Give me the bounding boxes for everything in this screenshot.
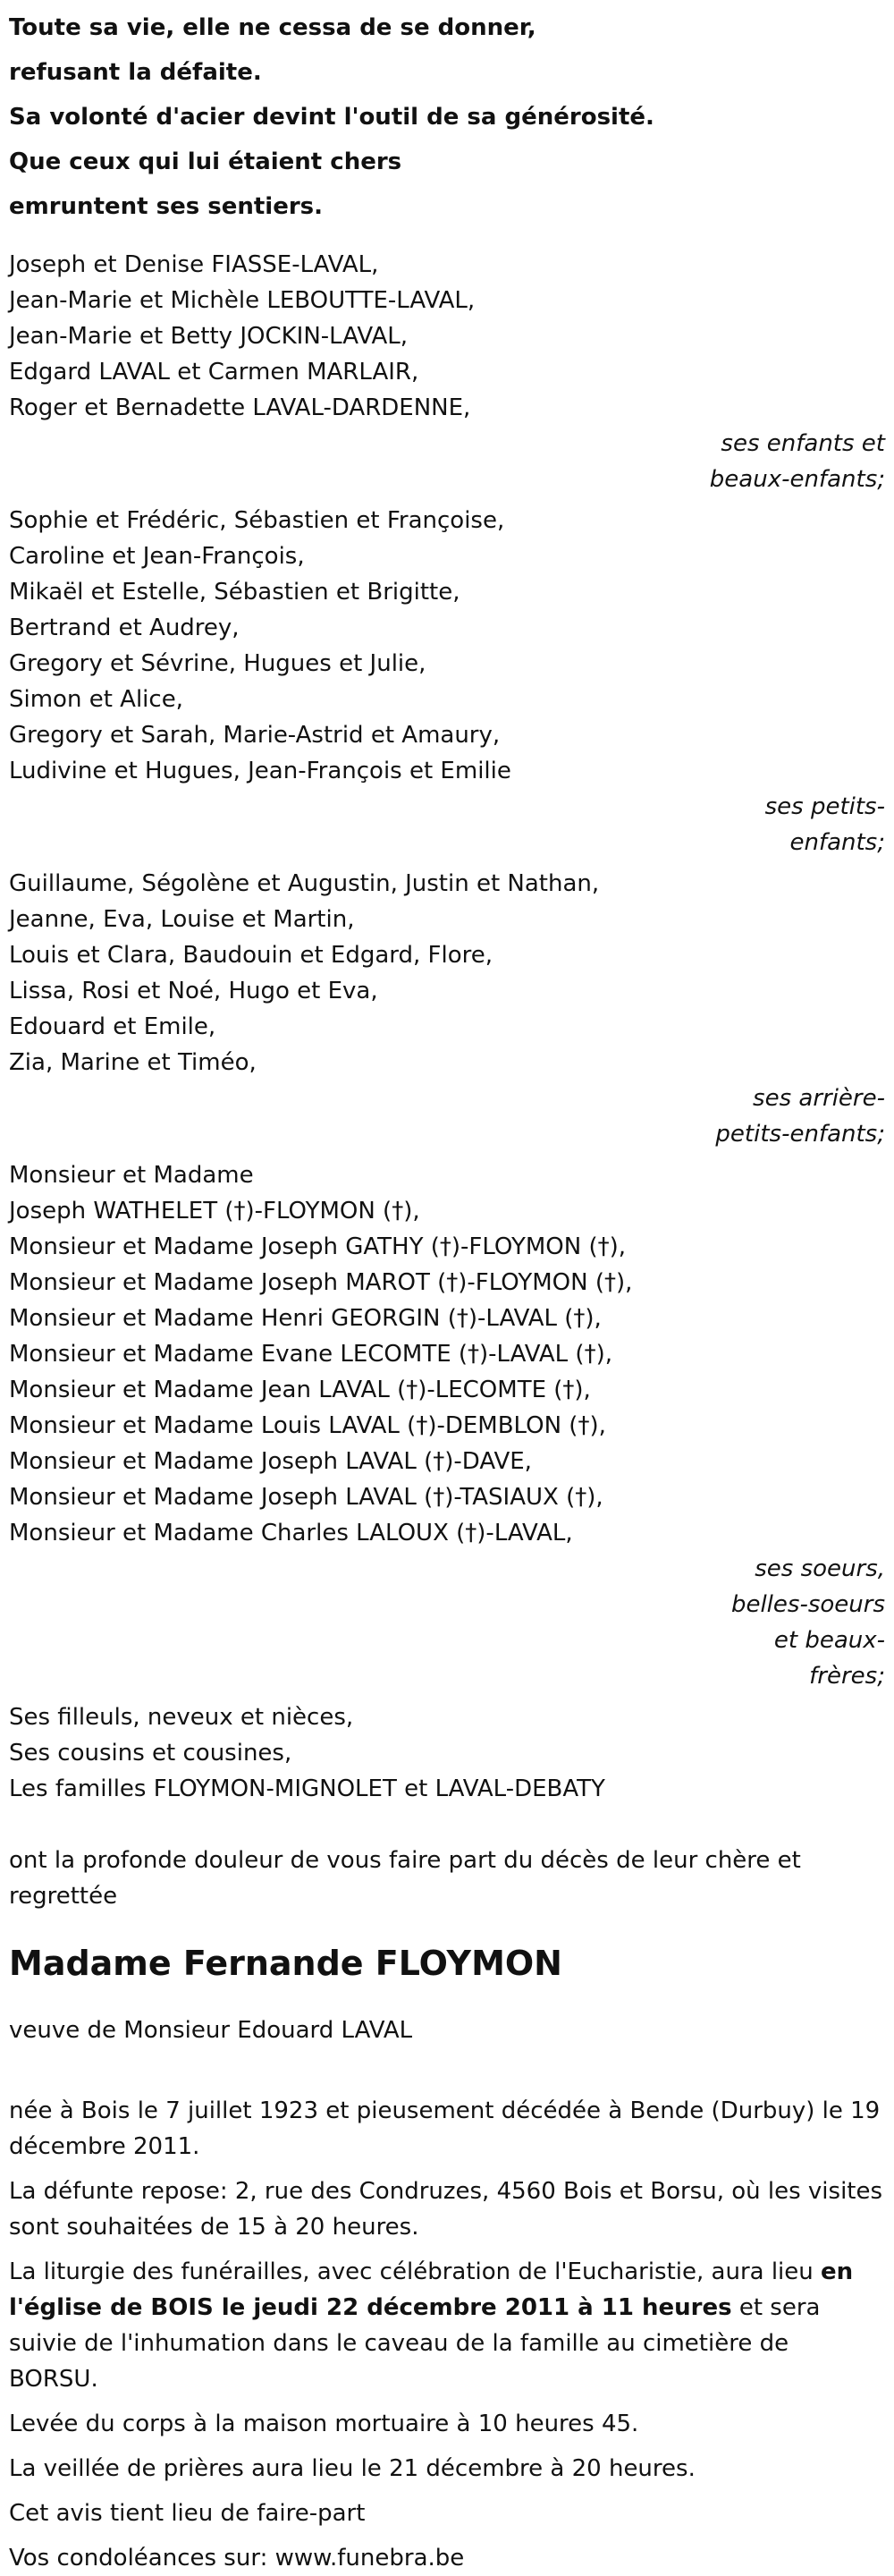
siblings-section (9, 1157, 885, 1694)
poem-line: Sa volonté d'acier devint l'outil de sa générosité. (9, 104, 654, 131)
poem (9, 5, 885, 229)
name-line: Caroline et Jean-François, (9, 543, 305, 570)
others-names (9, 1699, 885, 1807)
spouse-line: veuve de Monsieur Edouard LAVAL (9, 2017, 413, 2044)
name-line: Monsieur et Madame (9, 1162, 254, 1189)
name-line: Bertrand et Audrey, (9, 614, 240, 641)
children-caption: ses enfants et beaux-enfants; (709, 430, 885, 493)
name-line: Monsieur et Madame Louis LAVAL (†)-DEMBLON (†), (9, 1412, 606, 1439)
deceased-name: Madame Fernande FLOYMON (9, 1944, 562, 1983)
poem-line: emruntent ses sentiers. (9, 193, 324, 220)
liturgy-text: La liturgie des funérailles, avec célébration de l'Eucharistie, aura lieu (9, 2258, 822, 2285)
name-line: Monsieur et Madame Joseph LAVAL (†)-DAVE, (9, 1448, 532, 1475)
name-line: Joseph et Denise FIASSE-LAVAL, (9, 251, 379, 278)
liturgy-text-end: et sera suivie de l'inhumation dans le caveau de la famille au cimetière de BORSU. (9, 2294, 821, 2393)
siblings-names (9, 1157, 885, 1551)
name-line: Gregory et Sévrine, Hugues et Julie, (9, 650, 426, 677)
name-line: Ses cousins et cousines, (9, 1740, 292, 1767)
vigil-info: La veillée de prières aura lieu le 21 décembre à 20 heures. (9, 2455, 696, 2482)
name-line: Monsieur et Madame Joseph GATHY (†)-FLOYMON (†), (9, 1233, 626, 1260)
name-line: Louis et Clara, Baudouin et Edgard, Flore, (9, 942, 493, 969)
name-line: Gregory et Sarah, Marie-Astrid et Amaury, (9, 722, 501, 749)
lifting-info: Levée du corps à la maison mortuaire à 10 heures 45. (9, 2411, 639, 2437)
name-line: Monsieur et Madame Henri GEORGIN (†)-LAVAL (†), (9, 1305, 602, 1332)
great-grandchildren-names (9, 866, 885, 1080)
poem-line: Que ceux qui lui étaient chers (9, 148, 402, 175)
name-line: Jean-Marie et Michèle LEBOUTTE-LAVAL, (9, 287, 476, 314)
name-line: Monsieur et Madame Charles LALOUX (†)-LAVAL, (9, 1520, 573, 1546)
resting-place-info: La défunte repose: 2, rue des Condruzes, 4560 Bois et Borsu, où les visites sont souhaitées de 15 à 20 heures. (9, 2178, 883, 2241)
name-line: Ludivine et Hugues, Jean-François et Emilie (9, 758, 511, 784)
announcement-intro: ont la profonde douleur de vous faire part du décès de leur chère et regrettée (9, 1847, 801, 1910)
name-line: Mikaël et Estelle, Sébastien et Brigitte, (9, 579, 460, 606)
grandchildren-caption: ses petits-enfants; (764, 793, 885, 856)
great-grandchildren-caption: ses arrière-petits-enfants; (715, 1085, 885, 1148)
liturgy-place-time: en l'église de BOIS le jeudi 22 décembre 2011 à 11 heures (9, 2258, 854, 2321)
name-line: Edouard et Emile, (9, 1013, 216, 1040)
name-line: Jeanne, Eva, Louise et Martin, (9, 906, 355, 933)
name-line: Zia, Marine et Timéo, (9, 1049, 257, 1076)
children-names (9, 247, 885, 426)
grandchildren-section (9, 503, 885, 860)
name-line: Sophie et Frédéric, Sébastien et Françoise, (9, 507, 505, 534)
liturgy-info (9, 2254, 885, 2397)
name-line: Monsieur et Madame Joseph MAROT (†)-FLOYMON (†), (9, 1269, 633, 1296)
name-line: Simon et Alice, (9, 686, 183, 713)
birth-death-info: née à Bois le 7 juillet 1923 et pieusement décédée à Bende (Durbuy) le 19 décembre 2011. (9, 2097, 881, 2160)
children-section (9, 247, 885, 497)
name-line: Ses filleuls, neveux et nièces, (9, 1704, 354, 1731)
condolences-info: Vos condoléances sur: www.funebra.be (9, 2545, 465, 2572)
notice-info: Cet avis tient lieu de faire-part (9, 2500, 366, 2527)
name-line: Monsieur et Madame Evane LECOMTE (†)-LAVAL (†), (9, 1341, 612, 1368)
great-grandchildren-section (9, 866, 885, 1152)
name-line: Edgard LAVAL et Carmen MARLAIR, (9, 359, 419, 386)
siblings-caption: ses soeurs, belles-soeurs et beaux-frères; (730, 1555, 885, 1690)
name-line: Monsieur et Madame Jean LAVAL (†)-LECOMTE (†), (9, 1377, 591, 1403)
name-line: Joseph WATHELET (†)-FLOYMON (†), (9, 1198, 420, 1224)
name-line: Roger et Bernadette LAVAL-DARDENNE, (9, 394, 471, 421)
funeral-details (9, 2093, 885, 2576)
name-line: Jean-Marie et Betty JOCKIN-LAVAL, (9, 323, 409, 350)
poem-line: refusant la défaite. (9, 59, 262, 86)
grandchildren-names (9, 503, 885, 789)
poem-line: Toute sa vie, elle ne cessa de se donner, (9, 14, 536, 41)
name-line: Les familles FLOYMON-MIGNOLET et LAVAL-DEBATY (9, 1775, 605, 1802)
name-line: Lissa, Rosi et Noé, Hugo et Eva, (9, 978, 378, 1004)
name-line: Monsieur et Madame Joseph LAVAL (†)-TASIAUX (†), (9, 1484, 603, 1511)
name-line: Guillaume, Ségolène et Augustin, Justin et Nathan, (9, 870, 600, 897)
